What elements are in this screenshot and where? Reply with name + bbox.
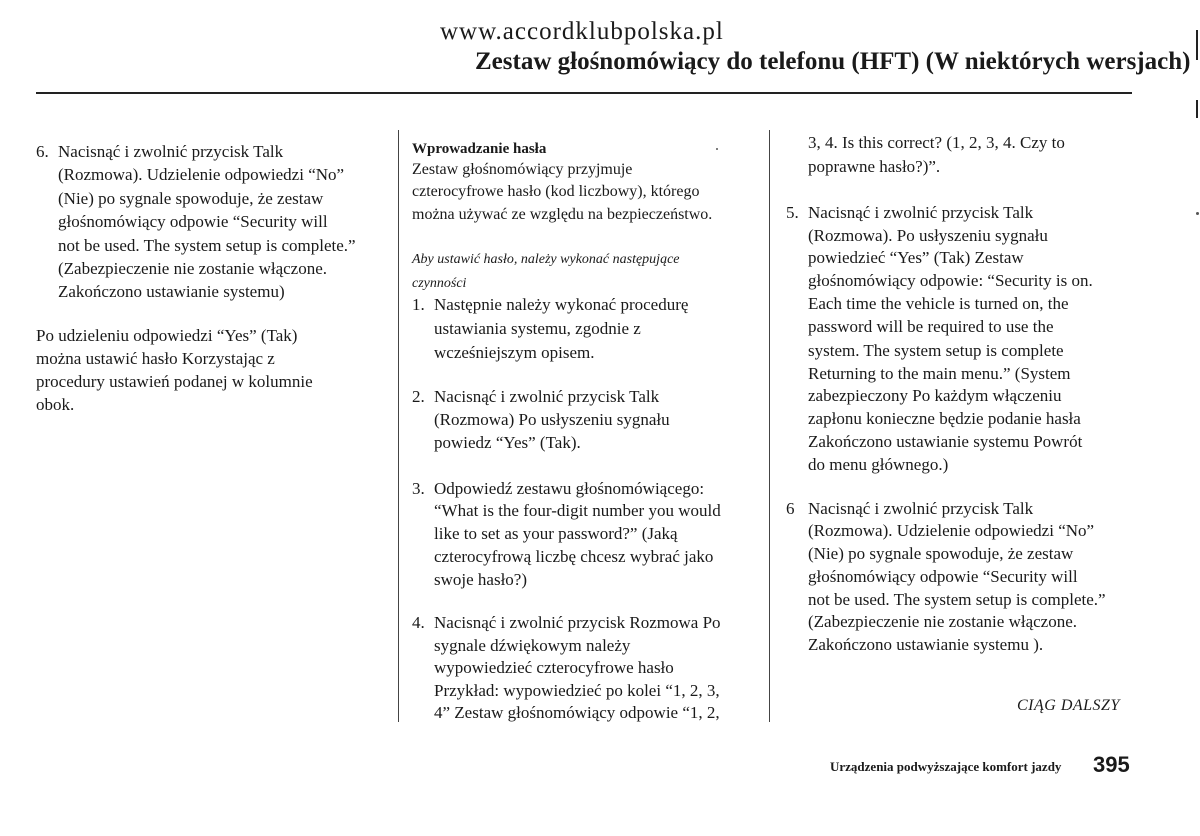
text-line: Nacisnąć i zwolnić przycisk Talk <box>58 142 284 161</box>
footer-section-title: Urządzenia podwyższające komfort jazdy <box>830 759 1062 774</box>
text-line: zabezpieczony Po każdym włączeniu <box>808 386 1062 405</box>
text-line: (Rozmowa). Po usłyszeniu sygnału <box>808 226 1048 245</box>
text-line: not be used. The system setup is complete.” <box>58 236 356 255</box>
edge-mark <box>1196 30 1198 60</box>
text-line: czterocyfrowe hasło (kod liczbowy), którego <box>412 183 700 200</box>
text-line: Returning to the main menu.” (System <box>808 364 1071 383</box>
text-line: głośnomówiący odpowie: “Security is on. <box>808 271 1093 290</box>
text-line: Nacisnąć i zwolnić przycisk Rozmowa Po <box>434 613 721 632</box>
text-line: czterocyfrową liczbę chcesz wybrać jako <box>434 547 714 566</box>
step-number: 5. <box>786 203 799 222</box>
text-line: “What is the four-digit number you would <box>434 501 721 520</box>
step-number: 3. <box>412 479 425 498</box>
text-line: powiedz “Yes” (Tak). <box>434 433 581 452</box>
text-line: Zestaw głośnomówiący przyjmuje <box>412 161 633 178</box>
site-watermark: www.accordklubpolska.pl <box>440 18 724 45</box>
text-line: wcześniejszym opisem. <box>434 343 595 362</box>
page-number: 395 <box>1093 752 1130 777</box>
text-line: Po udzieleniu odpowiedzi “Yes” (Tak) <box>36 326 298 345</box>
text-line: powiedzieć “Yes” (Tak) Zestaw <box>808 248 1024 267</box>
text-line: Zakończono ustawianie systemu Powrót <box>808 432 1083 451</box>
text-line: Następnie należy wykonać procedurę <box>434 295 689 314</box>
text-line: Zakończono ustawianie systemu) <box>58 282 285 301</box>
text-line: (Rozmowa). Udzielenie odpowiedzi “No” <box>58 165 345 184</box>
text-line: not be used. The system setup is complete.” <box>808 590 1106 609</box>
step-number: 6 <box>786 499 795 518</box>
text-line: Przykład: wypowiedzieć po kolei “1, 2, 3, <box>434 681 720 700</box>
text-line: sygnale dźwiękowym należy <box>434 636 631 655</box>
text-line: (Rozmowa) Po usłyszeniu sygnału <box>434 410 670 429</box>
text-line: swoje hasło?) <box>434 570 528 589</box>
text-line: do menu głównego.) <box>808 455 949 474</box>
text-line: Zakończono ustawianie systemu ). <box>808 635 1044 654</box>
text-line: poprawne hasło?)”. <box>808 157 941 176</box>
text-line: Aby ustawić hasło, należy wykonać następujące <box>412 252 680 267</box>
header-rule <box>36 92 1132 94</box>
text-line: głośnomówiący odpowie “Security will <box>58 212 328 231</box>
text-line: (Nie) po sygnale spowoduje, że zestaw <box>808 544 1074 563</box>
section-heading: Wprowadzanie hasła <box>412 141 547 157</box>
step-number: 2. <box>412 387 425 406</box>
text-line: system. The system setup is complete <box>808 341 1064 360</box>
text-line: (Zabezpieczenie nie zostanie włączone. <box>58 259 328 278</box>
text-line: like to set as your password?” (Jaką <box>434 524 678 543</box>
text-line: Nacisnąć i zwolnić przycisk Talk <box>808 499 1034 518</box>
text-line: głośnomówiący odpowie “Security will <box>808 567 1078 586</box>
text-line: można ustawić hasło Korzystając z <box>36 349 275 368</box>
text-line: 4” Zestaw głośnomówiący odpowie “1, 2, <box>434 703 720 722</box>
column-divider <box>769 130 770 722</box>
edge-mark <box>1196 100 1198 118</box>
speck <box>716 148 718 150</box>
text-line: czynności <box>412 276 467 291</box>
text-line: można używać ze względu na bezpieczeństwo. <box>412 206 713 223</box>
step-number: 1. <box>412 295 425 314</box>
edge-dot <box>1196 212 1199 215</box>
text-line: (Rozmowa). Udzielenie odpowiedzi “No” <box>808 521 1095 540</box>
text-line: password will be required to use the <box>808 317 1054 336</box>
text-line: (Zabezpieczenie nie zostanie włączone. <box>808 612 1078 631</box>
text-line: procedury ustawień podanej w kolumnie <box>36 372 313 391</box>
text-line: Nacisnąć i zwolnić przycisk Talk <box>434 387 660 406</box>
text-line: 3, 4. Is this correct? (1, 2, 3, 4. Czy to <box>808 133 1065 152</box>
column-divider <box>398 130 399 722</box>
text-line: ustawiania systemu, zgodnie z <box>434 319 641 338</box>
continued-label: CIĄG DALSZY <box>1017 697 1120 714</box>
text-line: wypowiedzieć czterocyfrowe hasło <box>434 658 674 677</box>
text-line: obok. <box>36 395 75 414</box>
step-number: 4. <box>412 613 425 632</box>
text-line: Odpowiedź zestawu głośnomówiącego: <box>434 479 705 498</box>
text-line: Nacisnąć i zwolnić przycisk Talk <box>808 203 1034 222</box>
text-line: zapłonu konieczne będzie podanie hasła <box>808 409 1081 428</box>
page-title: Zestaw głośnomówiący do telefonu (HFT) (W niektórych wersjach) <box>475 48 1191 75</box>
text-line: Each time the vehicle is turned on, the <box>808 294 1069 313</box>
step-number: 6. <box>36 142 49 161</box>
text-line: (Nie) po sygnale spowoduje, że zestaw <box>58 189 324 208</box>
